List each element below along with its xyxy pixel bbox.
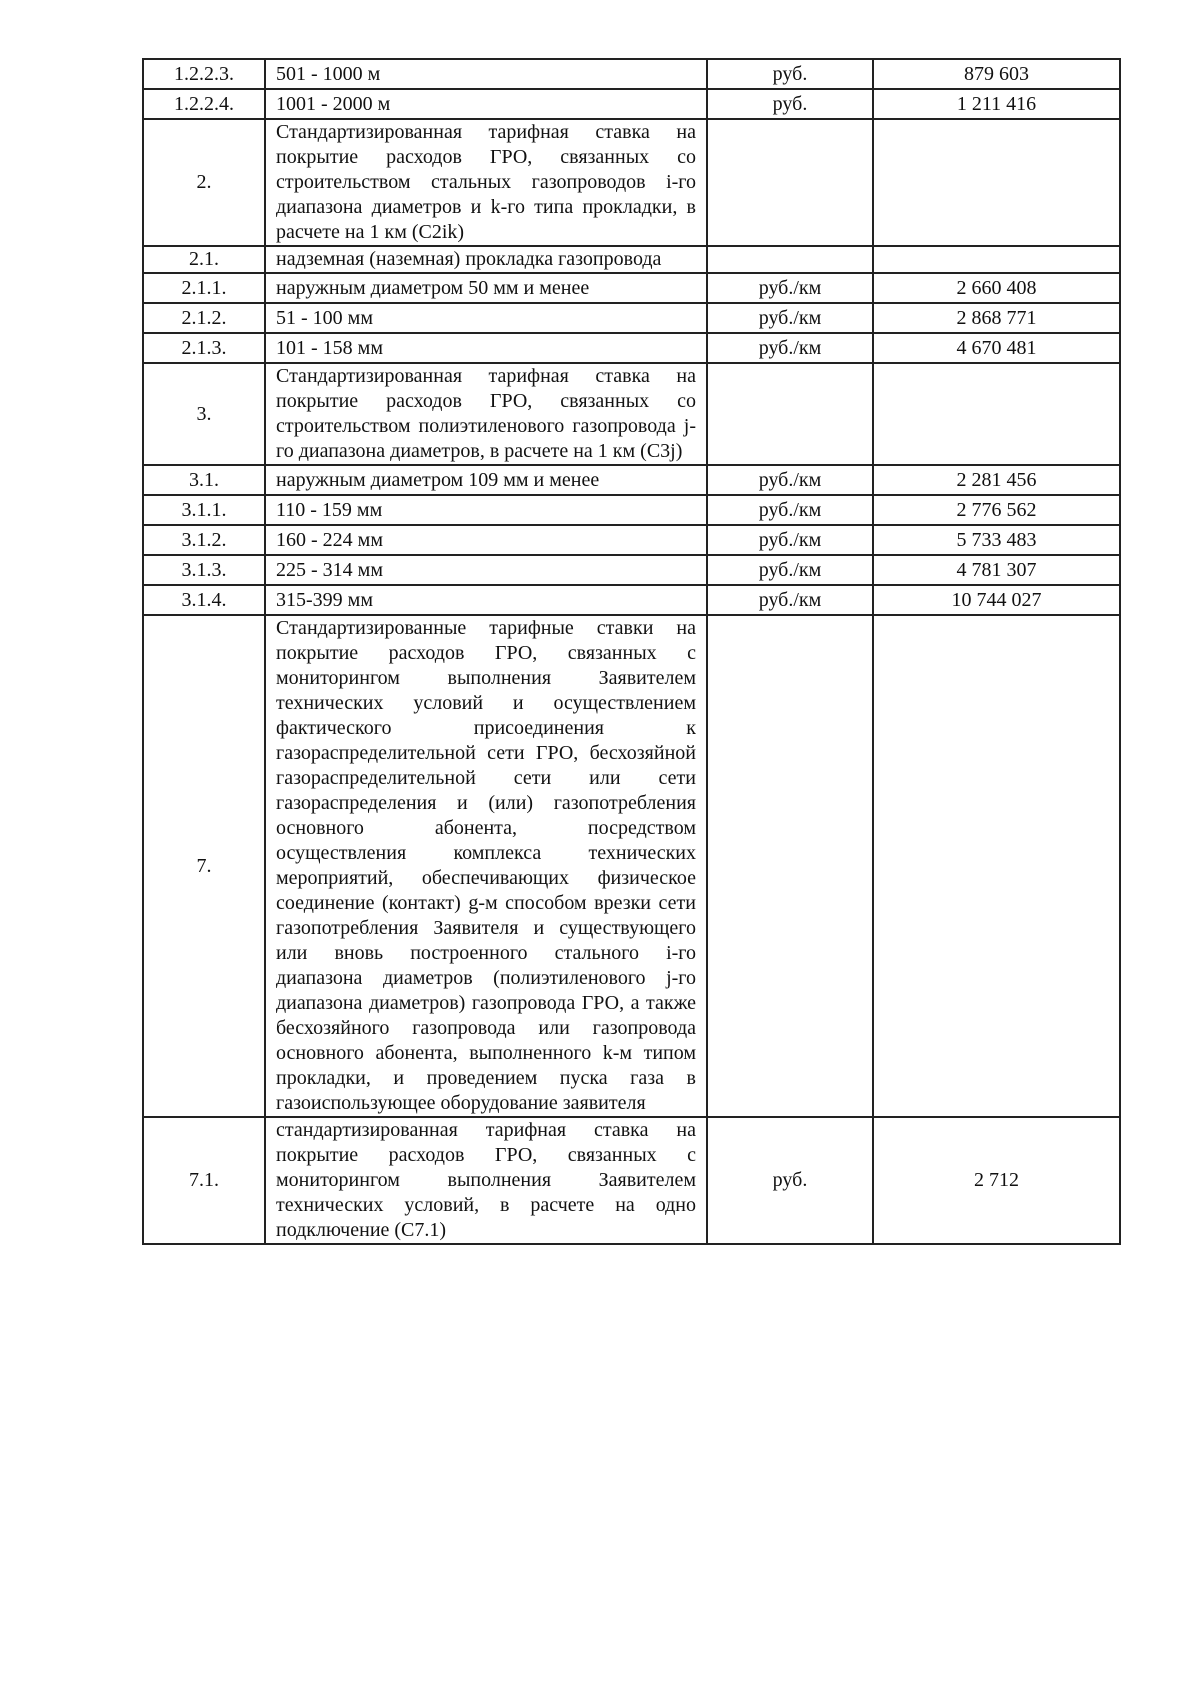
table-row	[143, 89, 1120, 119]
item-description: 1001 - 2000 м	[265, 89, 707, 119]
item-unit	[707, 363, 873, 465]
table-row	[143, 303, 1120, 333]
table-row	[143, 465, 1120, 495]
item-description: Стандартизированная тарифная ставка на покрытие расходов ГРО, связанных со строительством полиэтиленового газопровода j-го диапазона диаметров, в расчете на 1 км (С3j)	[265, 363, 707, 465]
item-value: 1 211 416	[873, 89, 1120, 119]
item-description: 110 - 159 мм	[265, 495, 707, 525]
item-number: 1.2.2.4.	[143, 89, 265, 119]
table-row	[143, 59, 1120, 89]
item-unit: руб./км	[707, 585, 873, 615]
item-unit: руб./км	[707, 465, 873, 495]
item-unit: руб./км	[707, 273, 873, 303]
item-description: 51 - 100 мм	[265, 303, 707, 333]
item-number: 3.1.3.	[143, 555, 265, 585]
item-unit	[707, 119, 873, 246]
item-value: 879 603	[873, 59, 1120, 89]
item-value: 2 868 771	[873, 303, 1120, 333]
item-description: стандартизированная тарифная ставка на покрытие расходов ГРО, связанных с мониторингом выполнения Заявителем технических условий, в расчете на одно подключение (С7.1)	[265, 1117, 707, 1244]
table-row	[143, 119, 1120, 246]
item-description: 501 - 1000 м	[265, 59, 707, 89]
item-number: 2.1.1.	[143, 273, 265, 303]
item-number: 3.1.	[143, 465, 265, 495]
item-unit	[707, 246, 873, 273]
table-row	[143, 615, 1120, 1117]
item-unit: руб./км	[707, 525, 873, 555]
item-value: 2 281 456	[873, 465, 1120, 495]
item-unit: руб.	[707, 59, 873, 89]
item-value: 4 781 307	[873, 555, 1120, 585]
table-row	[143, 555, 1120, 585]
item-description: надземная (наземная) прокладка газопровода	[265, 246, 707, 273]
item-value	[873, 246, 1120, 273]
item-value: 5 733 483	[873, 525, 1120, 555]
table-row	[143, 585, 1120, 615]
item-number: 3.1.4.	[143, 585, 265, 615]
table-row	[143, 273, 1120, 303]
item-unit: руб.	[707, 89, 873, 119]
item-description: 160 - 224 мм	[265, 525, 707, 555]
table-row	[143, 495, 1120, 525]
item-description: 101 - 158 мм	[265, 333, 707, 363]
item-description: Стандартизированные тарифные ставки на покрытие расходов ГРО, связанных с мониторингом выполнения Заявителем технических условий и осуществлением фактического присоединения к газораспределительной сети ГРО, бесхозяйной газораспределительной сети или сети газораспределения и (или) газопотребления основного абонента, посредством осуществления комплекса технических мероприятий, обеспечивающих физическое соединение (контакт) g-м способом врезки сети газопотребления Заявителя и существующего или вновь построенного стального i-го диапазона диаметров (полиэтиленового j-го диапазона диаметров) газопровода ГРО, а также бесхозяйного газопровода или газопровода основного абонента, выполненного k-м типом прокладки, и проведением пуска газа в газоиспользующее оборудование заявителя	[265, 615, 707, 1117]
item-description: наружным диаметром 50 мм и менее	[265, 273, 707, 303]
item-value: 2 712	[873, 1117, 1120, 1244]
item-unit: руб./км	[707, 495, 873, 525]
table-row	[143, 1117, 1120, 1244]
item-number: 1.2.2.3.	[143, 59, 265, 89]
item-value: 10 744 027	[873, 585, 1120, 615]
table-row	[143, 246, 1120, 273]
item-number: 3.	[143, 363, 265, 465]
table-row	[143, 333, 1120, 363]
item-number: 3.1.1.	[143, 495, 265, 525]
item-number: 7.1.	[143, 1117, 265, 1244]
item-number: 3.1.2.	[143, 525, 265, 555]
item-unit: руб./км	[707, 333, 873, 363]
item-unit	[707, 615, 873, 1117]
item-description: 315-399 мм	[265, 585, 707, 615]
item-description: наружным диаметром 109 мм и менее	[265, 465, 707, 495]
tariff-rates-table	[142, 58, 1121, 1245]
item-value	[873, 615, 1120, 1117]
item-value	[873, 363, 1120, 465]
item-description: 225 - 314 мм	[265, 555, 707, 585]
table-row	[143, 525, 1120, 555]
item-number: 7.	[143, 615, 265, 1117]
item-description: Стандартизированная тарифная ставка на покрытие расходов ГРО, связанных со строительством стальных газопроводов i-го диапазона диаметров и k-го типа прокладки, в расчете на 1 км (С2ik)	[265, 119, 707, 246]
item-unit: руб.	[707, 1117, 873, 1244]
item-unit: руб./км	[707, 555, 873, 585]
item-number: 2.	[143, 119, 265, 246]
item-value: 2 776 562	[873, 495, 1120, 525]
item-number: 2.1.2.	[143, 303, 265, 333]
item-value: 4 670 481	[873, 333, 1120, 363]
table-row	[143, 363, 1120, 465]
item-number: 2.1.	[143, 246, 265, 273]
item-value: 2 660 408	[873, 273, 1120, 303]
item-number: 2.1.3.	[143, 333, 265, 363]
item-value	[873, 119, 1120, 246]
item-unit: руб./км	[707, 303, 873, 333]
